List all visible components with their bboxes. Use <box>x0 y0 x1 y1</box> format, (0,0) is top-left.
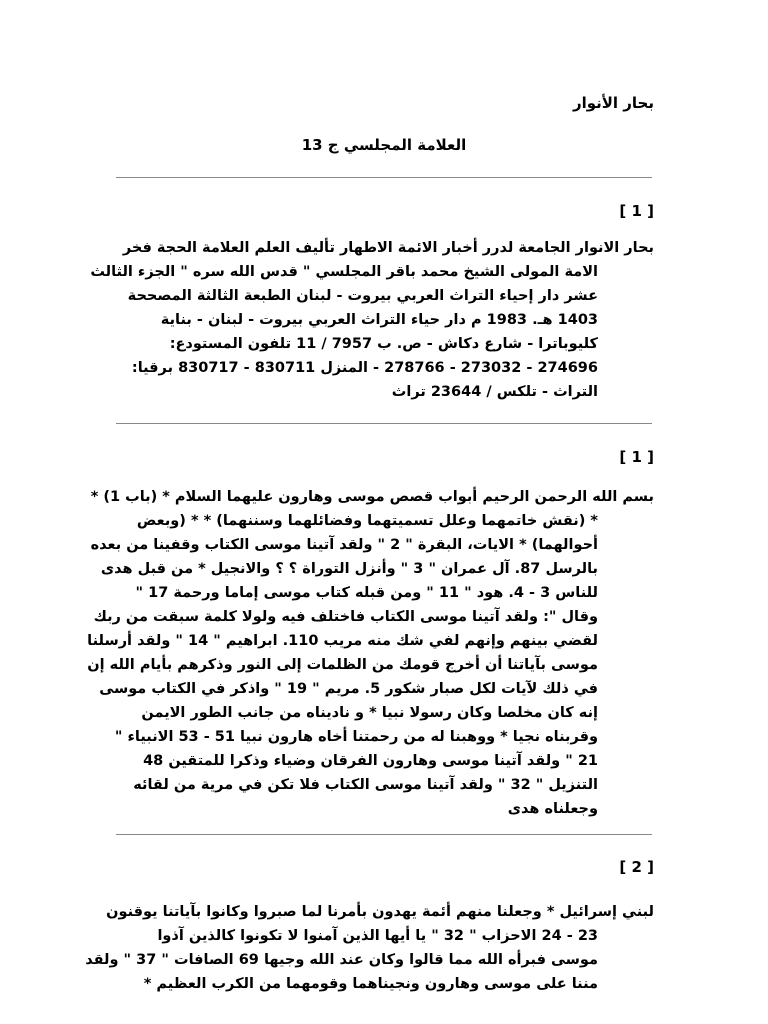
book-title: بحار الأنوار <box>572 94 654 112</box>
text-line: وجعلناه هدى <box>507 801 598 817</box>
divider <box>116 177 652 178</box>
publication-info-paragraph <box>90 236 654 404</box>
text-line: للناس 3 - 4. هود " 11 " ومن قبله كتاب موسى إماما ورحمة 17 " <box>135 585 598 601</box>
divider <box>116 834 652 835</box>
page-marker: [ 2 ] <box>619 858 654 876</box>
text-line: وقال ": ولقد آتينا موسى الكتاب فاختلف فيه ولولا كلمة سبقت من ربك <box>93 609 598 625</box>
text-line: التراث - تلكس / 23644 تراث <box>391 384 598 400</box>
chapter-text-paragraph <box>85 900 654 996</box>
page-marker: [ 1 ] <box>619 202 654 220</box>
text-line: وقربناه نجيا * ووهبنا له من رحمتنا أخاه هارون نبيا 51 - 53 الانبياء " <box>114 729 598 745</box>
text-line: مننا على موسى وهارون ونجيناهما وقومهما من الكرب العظيم * <box>143 976 598 992</box>
text-line: موسى بآياتنا أن أخرج قومك من الظلمات إلى النور وذكرهم بأيام الله إن <box>87 657 598 673</box>
text-line: بسم الله الرحمن الرحيم أبواب قصص موسى وهارون عليهما السلام * (باب 1) * <box>90 489 654 505</box>
page-marker: [ 1 ] <box>619 448 654 466</box>
text-line: 23 - 24 الاحزاب " 32 " يا أيها الذين آمنوا لا تكونوا كالذين آذوا <box>157 928 598 944</box>
divider <box>116 423 652 424</box>
text-line: كليوباترا - شارع دكاش - ص. ب 7957 / 11 تلفون المستودع: <box>169 336 598 352</box>
author-volume: العلامة المجلسي ج 13 <box>301 136 467 154</box>
text-line: لبني إسرائيل * وجعلنا منهم أئمة يهدون بأمرنا لما صبروا وكانوا بآياتنا يوقنون <box>106 904 654 920</box>
text-line: عشر دار إحياء التراث العربي بيروت - لبنان الطبعة الثالثة المصححة <box>127 288 598 304</box>
text-line: لقضي بينهم وإنهم لفي شك منه مريب 110. ابراهيم " 14 " ولقد أرسلنا <box>87 633 598 649</box>
text-line: أحوالهما) * الايات، البقرة " 2 " ولقد آتينا موسى الكتاب وقفينا من بعده <box>90 537 598 553</box>
text-line: موسى فبرأه الله مما قالوا وكان عند الله وجيها 69 الصافات " 37 " ولقد <box>85 952 598 968</box>
chapter-text-paragraph <box>87 485 654 821</box>
text-line: * (نقش خاتمهما وعلل تسميتهما وفضائلهما وسننهما) * * (وبعض <box>136 513 598 529</box>
text-line: الامة المولى الشيخ محمد باقر المجلسي " قدس الله سره " الجزء الثالث <box>90 264 598 280</box>
text-line: 1403 هـ. 1983 م دار حياء التراث العربي بيروت - لبنان - بناية <box>160 312 598 328</box>
text-line: التنزيل " 32 " ولقد آتينا موسى الكتاب فلا تكن في مرية من لقائه <box>133 777 598 793</box>
text-line: في ذلك لآيات لكل صبار شكور 5. مريم " 19 " واذكر في الكتاب موسى <box>99 681 598 697</box>
text-line: 21 " ولقد آتينا موسى وهارون الفرقان وضياء وذكرا للمتقين 48 <box>143 753 598 769</box>
text-line: إنه كان مخلصا وكان رسولا نبيا * و ناديناه من جانب الطور الايمن <box>141 705 598 721</box>
text-line: 274696 - 273032 - 278766 - المنزل 830711 - 830717 برقيا: <box>131 360 598 376</box>
text-line: بحار الانوار الجامعة لدرر أخبار الائمة الاطهار تأليف العلم العلامة الحجة فخر <box>122 240 654 256</box>
text-line: بالرسل 87. آل عمران " 3 " وأنزل التوراة ؟ ؟ والانجيل * من قبل هدى <box>100 561 598 577</box>
